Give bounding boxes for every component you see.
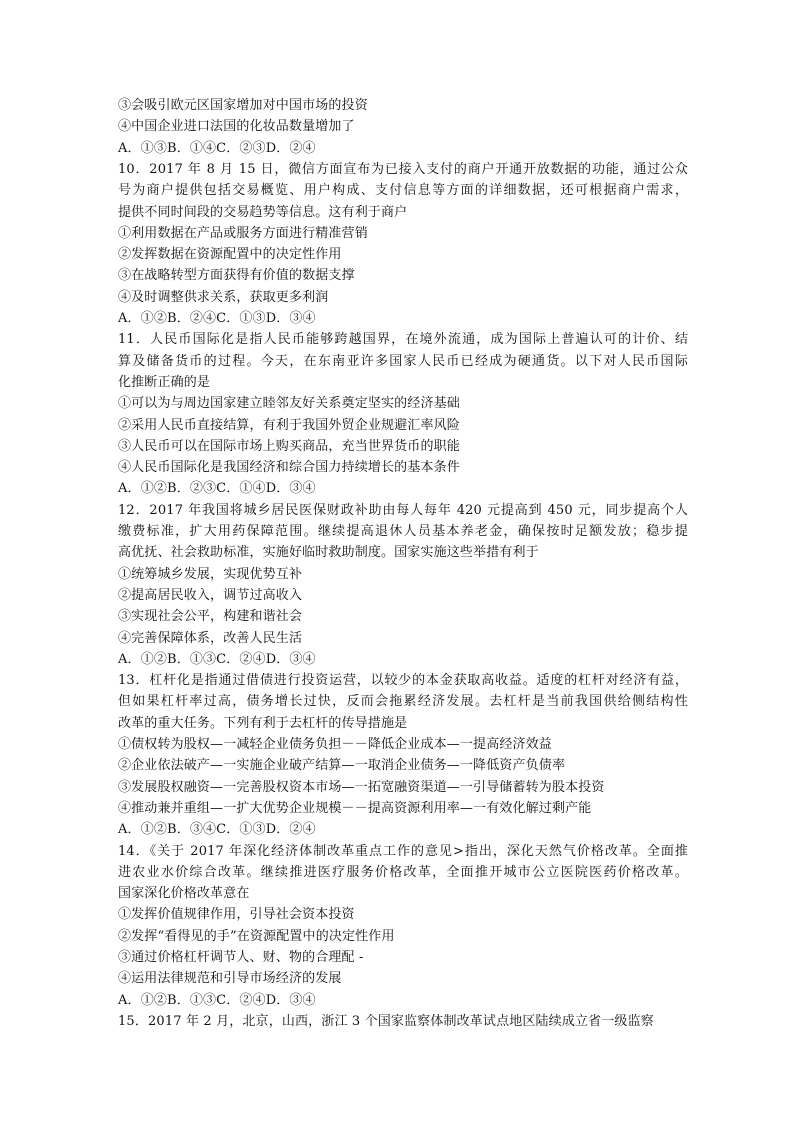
text-line: 13．杠杆化是指通过借债进行投资运营，以较少的本金获取高收益。适度的杠杆对经济有益， <box>118 673 688 688</box>
text-line: ①统筹城乡发展，实现优势互补 <box>118 567 303 582</box>
text-line: 化推断正确的是 <box>118 375 211 390</box>
text-line: A．①②B．②④C．①③D．③④ <box>118 311 316 326</box>
text-line: ①利用数据在产品或服务方面进行精准营销 <box>118 226 368 241</box>
text-line: ②发挥数据在资源配置中的决定性作用 <box>118 247 342 262</box>
text-line: A．①②B．③④C．①③D．②④ <box>118 822 316 837</box>
text-line: ①可以为与周边国家建立睦邻友好关系奠定坚实的经济基础 <box>118 396 460 411</box>
text-line: A．①②B．②③C．①④D．③④ <box>118 481 316 496</box>
text-line: 11．人民币国际化是指人民币能够跨越国界，在境外流通，成为国际上普遍认可的计价、结 <box>118 332 688 347</box>
text-line: ④人民币国际化是我国经济和综合国力持续增长的基本条件 <box>118 460 460 475</box>
text-line: A．①②B．①③C．②④D．③④ <box>118 993 316 1008</box>
text-line: 12．2017 年我国将城乡居民医保财政补助由每人每年 420 元提高到 450 元，同步提高个人 <box>118 503 688 518</box>
text-line: ④及时调整供求关系，获取更多利润 <box>118 290 329 305</box>
text-line: ④中国企业进口法国的化妆品数量增加了 <box>118 119 355 134</box>
text-line: ③实现社会公平，构建和谐社会 <box>118 609 303 624</box>
text-line: 提供不同时间段的交易趋势等信息。这有利于商户 <box>118 205 408 220</box>
text-line: 号为商户提供包括交易概览、用户构成、支付信息等方面的详细数据，还可根据商户需求， <box>118 183 688 198</box>
text-line: ③通过价格杠杆调节人、财、物的合理配 - <box>118 950 364 965</box>
text-line: ③会吸引欧元区国家增加对中国市场的投资 <box>118 98 368 113</box>
text-line: 国家深化价格改革意在 <box>118 886 250 901</box>
text-line: A．①③B．①④C．②③D．②④ <box>118 141 316 156</box>
text-line: ②企业依法破产—一实施企业破产结算—一取消企业债务—一降低资产负债率 <box>118 758 566 773</box>
text-line: 进农业水价综合改革。继续推进医疗服务价格改革，全面推开城市公立医院医药价格改革。 <box>118 865 688 880</box>
text-line: ④推动兼并重组—一扩大优势企业规模－－提高资源利用率—一有效化解过剩产能 <box>118 801 592 816</box>
text-line: ②采用人民币直接结算，有利于我国外贸企业规避汇率风险 <box>118 418 460 433</box>
text-line: 算及储备货币的过程。今天，在东南亚许多国家人民币已经成为硬通货。以下对人民币国际 <box>118 354 688 369</box>
text-line: ④运用法律规范和引导市场经济的发展 <box>118 971 342 986</box>
text-line: A．①②B．①③C．②④D．③④ <box>118 652 316 667</box>
text-line: 10．2017 年 8 月 15 日，微信方面宣布为已接入支付的商户开通开放数据的功能，通过公众 <box>118 162 688 177</box>
text-line: ③发展股权融资—一完善股权资本市场—一拓宽融资渠道—一引导储蓄转为股本投资 <box>118 780 605 795</box>
text-line: ①发挥价值规律作用，引导社会资本投资 <box>118 907 355 922</box>
text-line: ②发挥“看得见的手”在资源配置中的决定性作用 <box>118 929 395 944</box>
text-line: 15．2017 年 2 月，北京，山西，浙江 3 个国家监察体制改革试点地区陆续成立省一级监察 <box>118 1014 654 1029</box>
text-line: ②提高居民收入，调节过高收入 <box>118 588 303 603</box>
text-line: ①债权转为股权—一减轻企业债务负担－－降低企业成本—一提高经济效益 <box>118 737 552 752</box>
text-line: 缴费标准，扩大用药保障范围。继续提高退休人员基本养老金，确保按时足额发放；稳步提 <box>118 524 688 539</box>
text-line: 但如果杠杆率过高，债务增长过快，反而会拖累经济发展。去杠杆是当前我国供给侧结构性 <box>118 694 688 709</box>
text-line: ④完善保障体系，改善人民生活 <box>118 631 303 646</box>
text-line: ③在战略转型方面获得有价值的数据支撑 <box>118 268 355 283</box>
text-line: ③人民币可以在国际市场上购买商品，充当世界货币的职能 <box>118 439 460 454</box>
text-line: 改革的重大任务。下列有利于去杠杆的传导措施是 <box>118 716 408 731</box>
text-line: 14．《关于 2017 年深化经济体制改革重点工作的意见>指出，深化天然气价格改革。全面推 <box>118 844 688 859</box>
text-line: 高优抚、社会救助标准，实施好临时救助制度。国家实施这些举措有利于 <box>118 545 539 560</box>
